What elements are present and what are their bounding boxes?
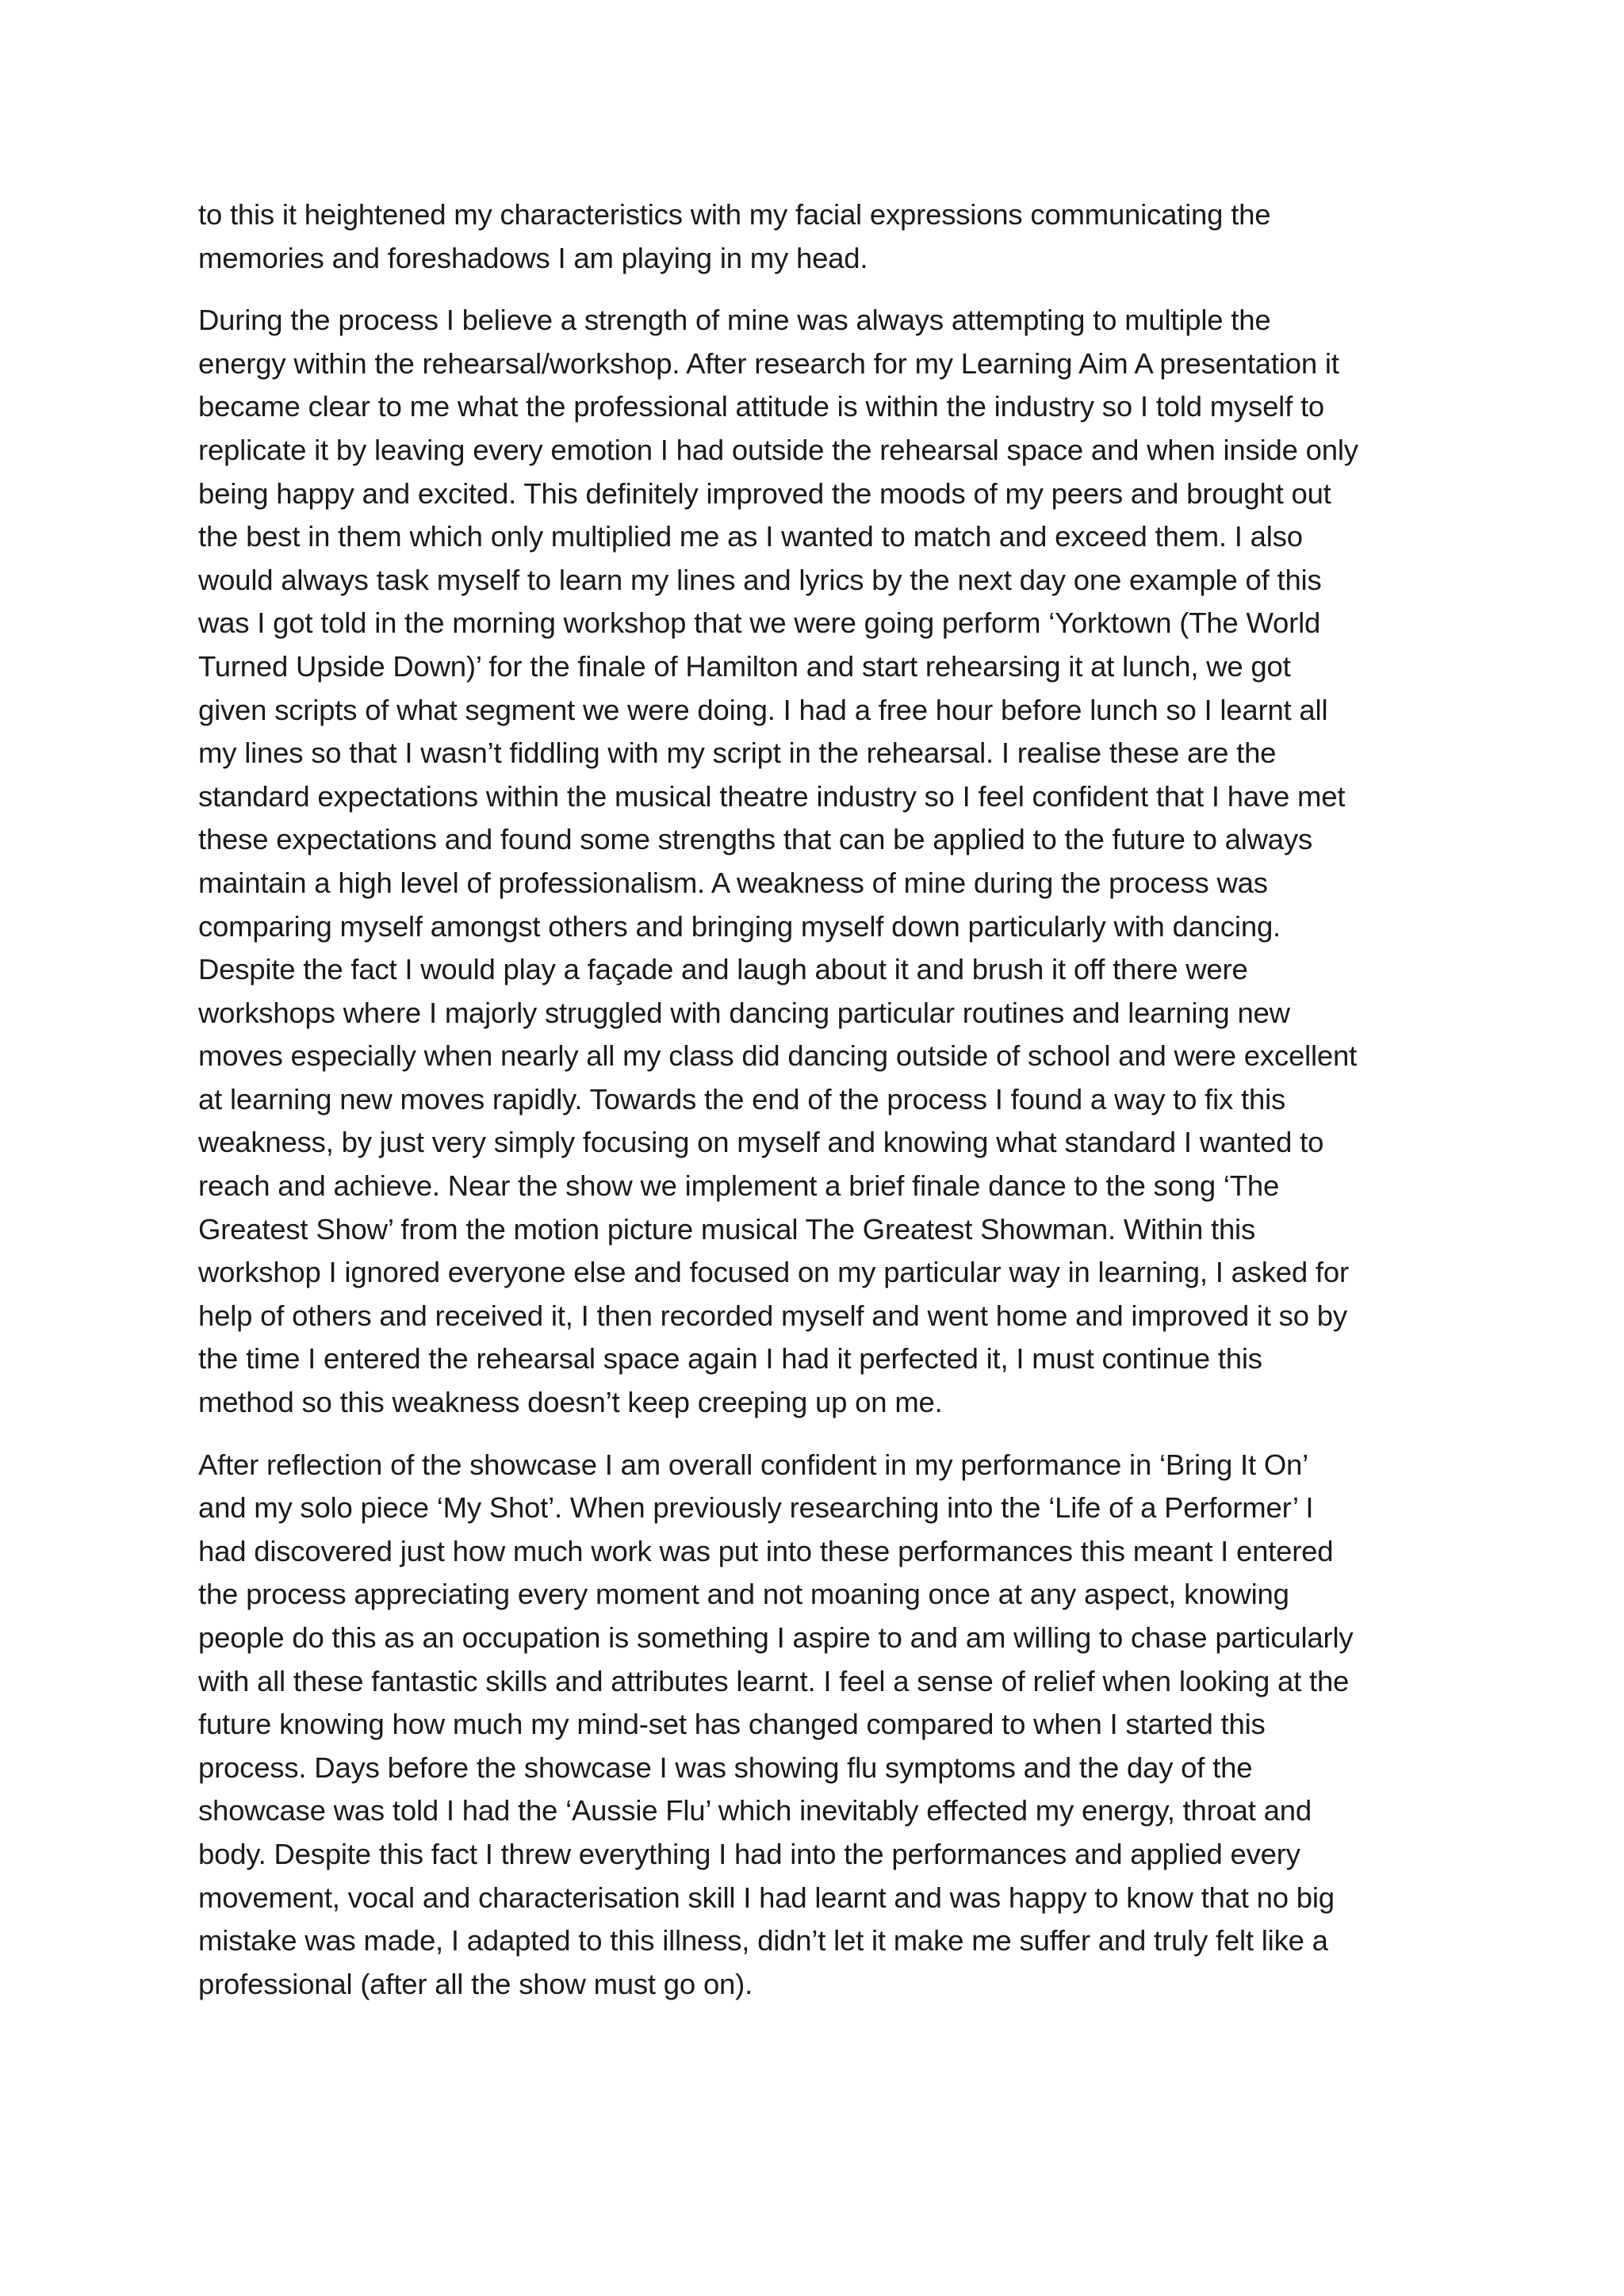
text-line: had discovered just how much work was put into these performances this meant I entered: [198, 1534, 1334, 1567]
document-body: [198, 193, 1435, 2025]
paragraph: [198, 299, 1435, 1424]
text-line: these expectations and found some strengths that can be applied to the future to always: [198, 823, 1312, 856]
text-line: mistake was made, I adapted to this illness, didn’t let it make me suffer and truly felt like a: [198, 1924, 1328, 1957]
text-line: body. Despite this fact I threw everything I had into the performances and applied every: [198, 1837, 1300, 1870]
text-line: comparing myself amongst others and bringing myself down particularly with dancing.: [198, 909, 1281, 943]
text-line: people do this as an occupation is something I aspire to and am willing to chase particularly: [198, 1621, 1354, 1654]
text-line: showcase was told I had the ‘Aussie Flu’ which inevitably effected my energy, throat and: [198, 1794, 1312, 1827]
paragraph: [198, 193, 1435, 280]
text-line: professional (after all the show must go on).: [198, 1967, 753, 2000]
text-line: became clear to me what the professional attitude is within the industry so I told myself to: [198, 390, 1324, 423]
text-line: at learning new moves rapidly. Towards the end of the process I found a way to fix this: [198, 1082, 1286, 1115]
text-line: During the process I believe a strength of mine was always attempting to multiple the: [198, 304, 1271, 337]
text-line: moves especially when nearly all my class did dancing outside of school and were excellent: [198, 1039, 1358, 1073]
text-line: Greatest Show’ from the motion picture musical The Greatest Showman. Within this: [198, 1212, 1256, 1246]
text-line: my lines so that I wasn’t fiddling with my script in the rehearsal. I realise these are the: [198, 737, 1277, 770]
text-line: being happy and excited. This definitely improved the moods of my peers and brought out: [198, 476, 1331, 510]
text-line: memories and foreshadows I am playing in my head.: [198, 241, 868, 274]
text-line: the process appreciating every moment and not moaning once at any aspect, knowing: [198, 1578, 1289, 1611]
text-line: After reflection of the showcase I am overall confident in my performance in ‘Bring It On’: [198, 1448, 1309, 1481]
text-line: Turned Upside Down)’ for the finale of Hamilton and start rehearsing it at lunch, we got: [198, 649, 1291, 683]
text-line: maintain a high level of professionalism. A weakness of mine during the process was: [198, 866, 1268, 899]
text-line: with all these fantastic skills and attributes learnt. I feel a sense of relief when looking at the: [198, 1664, 1350, 1697]
text-line: the time I entered the rehearsal space again I had it perfected it, I must continue this: [198, 1342, 1262, 1376]
text-line: workshop I ignored everyone else and focused on my particular way in learning, I asked for: [198, 1256, 1349, 1289]
text-line: future knowing how much my mind-set has changed compared to when I started this: [198, 1708, 1266, 1741]
text-line: standard expectations within the musical theatre industry so I feel confident that I have met: [198, 779, 1346, 813]
text-line: was I got told in the morning workshop that we were going perform ‘Yorktown (The World: [198, 607, 1321, 640]
text-line: workshops where I majorly struggled with dancing particular routines and learning new: [198, 996, 1290, 1029]
text-line: process. Days before the showcase I was showing flu symptoms and the day of the: [198, 1751, 1253, 1784]
text-line: energy within the rehearsal/workshop. After research for my Learning Aim A presentation it: [198, 346, 1339, 380]
text-line: to this it heightened my characteristics with my facial expressions communicating the: [198, 198, 1271, 231]
text-line: replicate it by leaving every emotion I had outside the rehearsal space and when inside only: [198, 433, 1358, 466]
text-line: and my solo piece ‘My Shot’. When previously researching into the ‘Life of a Performer’ I: [198, 1491, 1314, 1525]
text-line: help of others and received it, I then recorded myself and went home and improved it so by: [198, 1299, 1347, 1332]
text-line: Despite the fact I would play a façade and laugh about it and brush it off there were: [198, 953, 1248, 986]
text-line: reach and achieve. Near the show we implement a brief finale dance to the song ‘The: [198, 1169, 1280, 1203]
text-line: the best in them which only multiplied me as I wanted to match and exceed them. I also: [198, 520, 1303, 553]
text-line: weakness, by just very simply focusing on myself and knowing what standard I wanted to: [198, 1126, 1324, 1159]
paragraph: [198, 1444, 1435, 2007]
text-line: would always task myself to learn my lines and lyrics by the next day one example of this: [198, 563, 1322, 596]
text-line: method so this weakness doesn’t keep creeping up on me.: [198, 1386, 943, 1419]
text-line: movement, vocal and characterisation skill I had learnt and was happy to know that no big: [198, 1881, 1335, 1914]
text-line: given scripts of what segment we were doing. I had a free hour before lunch so I learnt all: [198, 693, 1328, 726]
